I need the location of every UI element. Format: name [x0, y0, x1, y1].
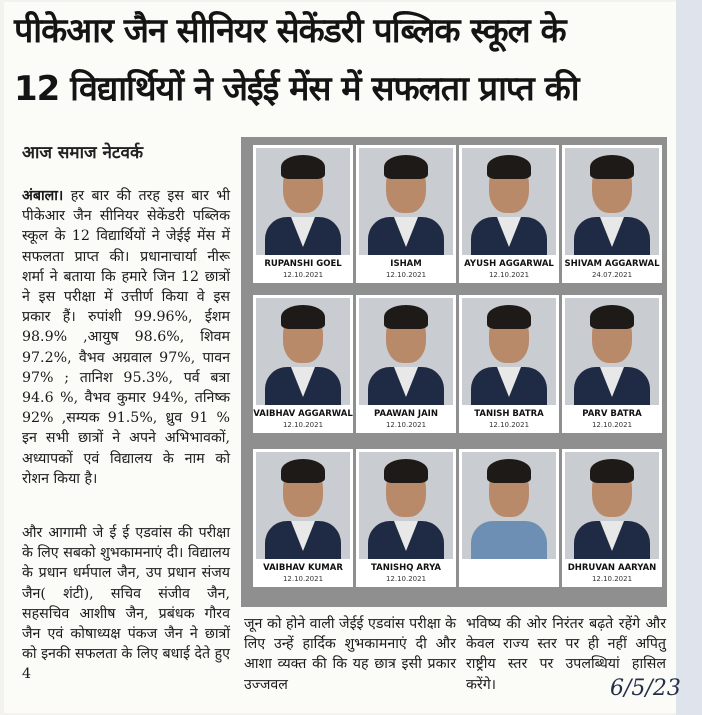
student-name-caption: DHRUVAN AARYAN	[567, 563, 657, 573]
paragraph-1-text: हर बार की तरह इस बार भी पीकेआर जैन सीनियर सेकेंडरी पब्लिक स्कूल के 12 विद्यार्थियों ने जेईई मेंस में सफलता प्राप्त की। प्रधानाचार्या नीरू शर्मा ने बताया कि हमारे जिन 12 छात्रों ने इस परीक्षा में उत्तीर्ण किया वे इस प्रकार हैं। रुपांशी 99.96%, ईशम 98.9% ,आयुष 98.6%, शिवम 97.2%, वैभव अग्रवाल 97%, पावन 97% ; तानिश 95.3%, पर्व बत्रा 94.6 %, वैभव कुमार 94%, तनिष्क 92% ,सम्यक 91.5%, ध्रुव 91 % इन सभी छात्रों ने अपने अभिभावकों, अध्यापकों एवं विद्यालय के नाम को रोशन किया है।	[22, 188, 230, 487]
photo-date-caption: 12.10.2021	[282, 271, 324, 279]
photo-hair	[590, 305, 634, 329]
student-photo	[562, 145, 662, 283]
byline: आज समाज नेटवर्क	[22, 143, 144, 163]
photo-hair	[590, 459, 634, 483]
photo-hair	[590, 155, 634, 179]
article-column-1-continued	[22, 523, 230, 685]
article-paragraph-2: और आगामी जे ई ई एडवांस की परीक्षा के लिए सबको शुभकामनाएं दी। विद्यालय के प्रधान धर्मपाल जैन, उप प्रधान संजय जैन( शंटी), सचिव संजीव जैन, सहसचिव आशीष जैन, प्रबंधक गौरव जैन एवं कोषाध्यक्ष पंकज जैन ने छात्रों को इनकी सफलता के लिए बधाई देते हुए 4	[22, 525, 230, 683]
headline-line-2: 12 विद्यार्थियों ने जेईई मेंस में सफलता प्राप्त की	[14, 69, 579, 109]
photo-date-caption: 12.10.2021	[385, 271, 427, 279]
article-col2-text: जून को होने वाली जेईई एडवांस परीक्षा के लिए उन्हें हार्दिक शुभकामनाएं दी और आशा व्यक्त की कि यह छात्र इसी प्रकार उज्जवल	[244, 616, 456, 693]
photo-date-caption: 12.10.2021	[488, 421, 530, 429]
student-name-caption: TANISHQ ARYA	[371, 563, 441, 573]
student-photo	[459, 449, 559, 587]
article-column-1	[22, 186, 230, 489]
student-photo	[253, 145, 353, 283]
photo-hair	[384, 459, 428, 483]
photo-hair	[281, 305, 325, 329]
student-name-caption: PARV BATRA	[582, 409, 642, 419]
page-edge	[676, 0, 702, 715]
photo-date-caption: 12.10.2021	[591, 575, 633, 583]
student-photo-grid	[241, 137, 667, 607]
photo-hair	[384, 305, 428, 329]
headline-line-1: पीकेआर जैन सीनियर सेकेंडरी पब्लिक स्कूल के	[14, 11, 566, 51]
student-name-caption: TANISH BATRA	[474, 409, 544, 419]
student-photo	[562, 449, 662, 587]
photo-body	[471, 521, 547, 559]
student-photo	[356, 449, 456, 587]
student-name-caption: VAIBHAV KUMAR	[263, 563, 343, 573]
photo-date-caption: 12.10.2021	[488, 271, 530, 279]
student-photo	[356, 145, 456, 283]
photo-date-caption: 24.07.2021	[591, 271, 633, 279]
photo-hair	[384, 155, 428, 179]
handwritten-date: 6/5/23	[610, 676, 681, 701]
dateline: अंबाला।	[22, 188, 64, 204]
student-photo	[562, 295, 662, 433]
article-col3-text: भविष्य की ओर निरंतर बढ़ते रहेंगे और केवल राज्य स्तर पर ही नहीं अपितु राष्ट्रीय स्तर पर उपलब्धियां हासिल करेंगे।	[466, 616, 666, 693]
student-name-caption: VAIBHAV AGGARWAL	[253, 409, 353, 419]
article-paragraph-1	[22, 186, 230, 489]
photo-hair	[487, 459, 531, 483]
student-photo	[253, 449, 353, 587]
photo-hair	[487, 305, 531, 329]
photo-hair	[281, 155, 325, 179]
student-name-caption: AYUSH AGGARWAL	[464, 259, 554, 269]
photo-hair	[487, 155, 531, 179]
student-name-caption: ISHAM	[390, 259, 422, 269]
student-name-caption: RUPANSHI GOEL	[264, 259, 342, 269]
photo-date-caption: 12.10.2021	[282, 421, 324, 429]
article-column-2	[244, 614, 456, 695]
student-photo	[459, 145, 559, 283]
photo-date-caption: 12.10.2021	[591, 421, 633, 429]
photo-date-caption: 12.10.2021	[282, 575, 324, 583]
student-name-caption: SHIVAM AGGARWAL	[564, 259, 660, 269]
student-photo	[253, 295, 353, 433]
student-photo	[356, 295, 456, 433]
photo-date-caption: 12.10.2021	[385, 575, 427, 583]
photo-hair	[281, 459, 325, 483]
student-name-caption: PAAWAN JAIN	[374, 409, 438, 419]
photo-date-caption: 12.10.2021	[385, 421, 427, 429]
student-photo	[459, 295, 559, 433]
